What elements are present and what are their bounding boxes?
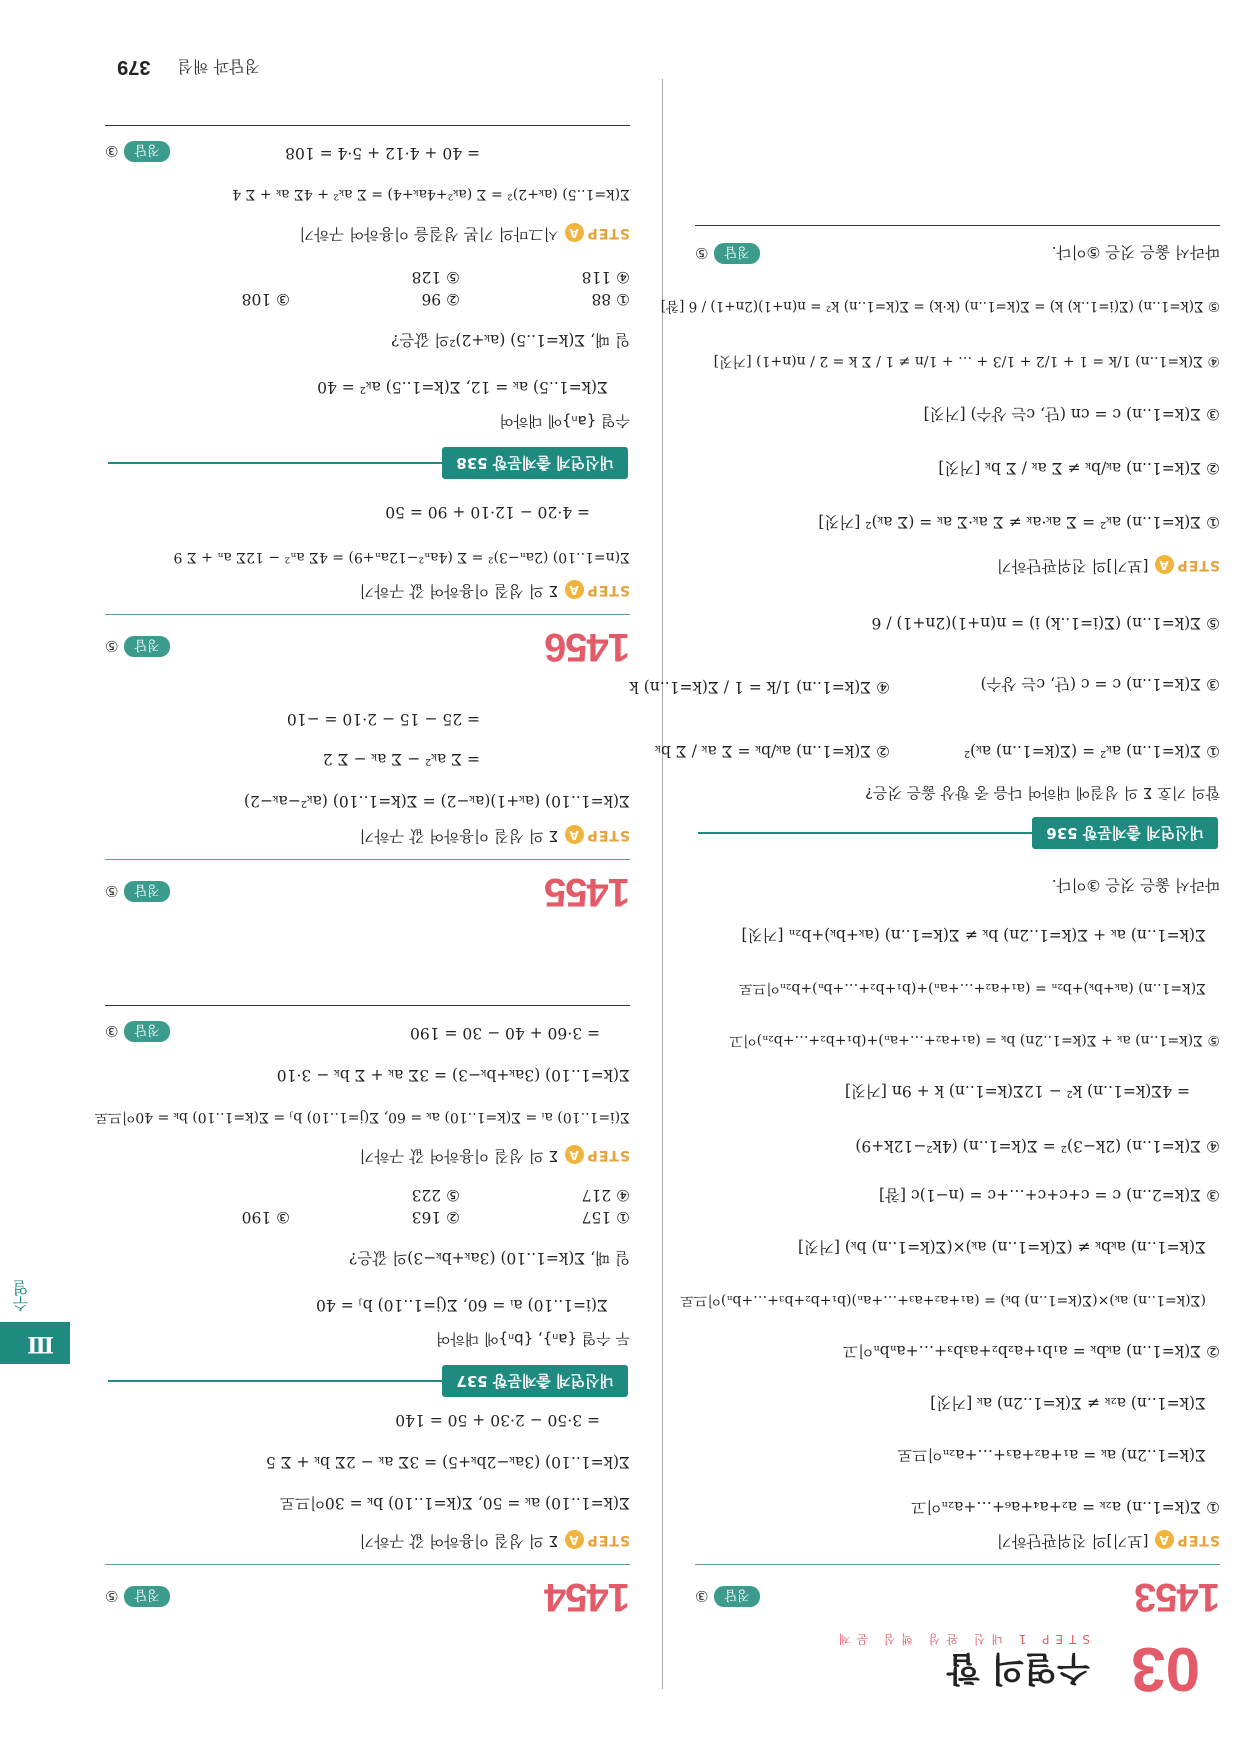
- answer-value: ③: [105, 1022, 119, 1040]
- solution-line: Σ(k=1..n) aₖ + Σ(k=1..2n) bₖ ≠ Σ(k=1..n) (aₖ+bₖ)+b₂ₙ [거짓]: [741, 926, 1206, 944]
- solution-line: = Σ aₖ² − Σ aₖ − Σ 2: [322, 750, 480, 768]
- page-footer: [20, 49, 260, 79]
- solution-line: Σ(k=1..n) (aₖ+bₖ)+b₂ₙ = (a₁+a₂+…+aₙ)+(b₁+b₂+…+bₙ)+b₂ₙ이므로: [739, 980, 1206, 996]
- choice: ④ 217: [581, 1186, 630, 1204]
- choice: ① 88: [591, 290, 630, 308]
- problem-separator: [105, 1005, 630, 1006]
- problem-separator: [695, 225, 1220, 226]
- choice: ③ Σ(k=1..n) c = c (단, c는 상수): [980, 675, 1220, 693]
- problem-separator: [105, 859, 630, 860]
- problem-number: 1456: [545, 625, 630, 669]
- answer-value: ⑤: [105, 637, 119, 655]
- step-text: 시그마의 기본 성질을 이용하여 구하기: [299, 225, 559, 243]
- problem-1455: [105, 704, 630, 914]
- step-text: Σ 의 성질 이용하여 값 구하기: [359, 1147, 559, 1165]
- step-text: Σ 의 성질 이용하여 값 구하기: [359, 582, 559, 600]
- related-problem-banner: 내신연계 출제문항 536: [1032, 817, 1218, 849]
- choice: ② Σ(k=1..n) aₖ/bₖ = Σ aₖ / Σ bₖ: [655, 742, 890, 760]
- chapter-subtitle: STEP 1 내신 완성 핵심 문제: [832, 1632, 1090, 1646]
- choice: ③ 108: [241, 290, 290, 308]
- problem-537: [94, 920, 630, 1350]
- solution-line: ③ Σ(k=1..n) c = cn (단, c는 상수) [거짓]: [923, 405, 1220, 423]
- choice: ① 157: [581, 1208, 630, 1226]
- answer-tag: [105, 636, 170, 657]
- side-tab-roman: Ⅲ: [27, 1331, 54, 1357]
- solution-line: ④ Σ(k=1..n) (2k−3)² = Σ(k=1..n) (4k²−12k+9): [855, 1137, 1220, 1155]
- answer-tag: [105, 881, 170, 902]
- side-tab: [0, 1322, 70, 1364]
- question-text: 두 수열 {aₙ}, {bₙ}에 대하여: [435, 1330, 630, 1348]
- solution-line: Σ(k=1..n) aₖbₖ ≠ (Σ(k=1..n) aₖ)×(Σ(k=1..n) bₖ) [거짓]: [797, 1238, 1206, 1256]
- answer-badge: 정답: [124, 636, 169, 657]
- choice: ⑤ 128: [411, 268, 460, 286]
- step-label: STEP: [586, 582, 630, 598]
- chapter-title: 수열의 합: [946, 1648, 1090, 1688]
- side-tab-label: 수열: [12, 1280, 31, 1312]
- question-text: Σ(i=1..10) aᵢ = 60, Σ(j=1..10) bⱼ = 40: [316, 1296, 608, 1314]
- page-number: 379: [117, 56, 151, 78]
- choice: ① Σ(k=1..n) aₖ² = (Σ(k=1..n) aₖ)²: [963, 742, 1220, 760]
- problem-1454: [105, 1411, 630, 1619]
- answer-badge: 정답: [714, 1586, 759, 1607]
- solution-line: 따라서 옳은 것은 ③이다.: [1051, 876, 1220, 894]
- step-circle: A: [1155, 555, 1174, 574]
- solution-line: ① Σ(k=1..n) aₖ² = Σ aₖ·aₖ ≠ Σ aₖ·Σ aₖ = (Σ aₖ)² [거짓]: [818, 513, 1220, 531]
- answer-badge: 정답: [124, 1586, 169, 1607]
- choice: ② 96: [421, 290, 460, 308]
- step-label: STEP: [1176, 1532, 1220, 1548]
- solution-line: Σ(i=1..10) aᵢ = Σ(k=1..10) aₖ = 60, Σ(j=1..10) bⱼ = Σ(k=1..10) bₖ = 40이므로: [94, 1109, 630, 1125]
- step-label: STEP: [586, 1532, 630, 1548]
- problem-536: [629, 174, 1220, 804]
- step-heading: [359, 1145, 630, 1168]
- choice: ② 163: [411, 1208, 460, 1226]
- solution-line: = 3·60 + 40 − 30 = 190: [410, 1024, 600, 1042]
- step-heading: [359, 1530, 630, 1553]
- answer-value: ⑤: [105, 1587, 119, 1605]
- problem-separator: [105, 614, 630, 615]
- answer-value: ③: [105, 142, 119, 160]
- answer-tag: [695, 1586, 760, 1607]
- step-heading: [359, 580, 630, 603]
- solution-line: ② Σ(k=1..n) aₖbₖ = a₁b₁+a₂b₂+a₃b₃+…+aₙbₙ이고: [843, 1342, 1220, 1360]
- answer-badge: 정답: [124, 1021, 169, 1042]
- solution-line: = 4·20 − 12·10 + 90 = 50: [385, 503, 590, 521]
- problem-538: [105, 102, 630, 432]
- answer-value: ⑤: [695, 244, 709, 262]
- answer-badge: 정답: [714, 243, 759, 264]
- step-circle: A: [565, 825, 584, 844]
- problem-separator: [695, 1564, 1220, 1565]
- answer-value: ③: [695, 1587, 709, 1605]
- solution-line: Σ(k=1..10) aₖ = 50, Σ(k=1..10) bₖ = 30이므로: [280, 1494, 630, 1512]
- solution-line: Σ(k=1..10) (aₖ+1)(aₖ−2) = Σ(k=1..10) (aₖ²−aₖ−2): [243, 792, 630, 810]
- step-label: STEP: [586, 827, 630, 843]
- problem-number: 1453: [1135, 1575, 1220, 1619]
- problem-separator: [105, 125, 630, 126]
- question-text: 수열 {aₙ}에 대하여: [499, 412, 630, 430]
- solution-line: Σ(k=1..5) (aₖ+2)² = Σ (aₖ²+4aₖ+4) = Σ aₖ² + 4Σ aₖ + Σ 4: [232, 186, 630, 202]
- question-text: Σ(k=1..5) aₖ = 12, Σ(k=1..5) aₖ² = 40: [317, 378, 608, 396]
- solution-line: ① Σ(k=1..n) a₂ₖ = a₂+a₄+a₆+…+a₂ₙ이고: [911, 1498, 1220, 1516]
- problem-1456: [105, 503, 630, 669]
- choice: ⑤ Σ(k=1..n) (Σ(i=1..k) i) = n(n+1)(2n+1) / 6: [871, 614, 1220, 632]
- chapter-header: [610, 1624, 1210, 1704]
- choice: ④ Σ(k=1..n) 1/k = 1 / Σ(k=1..n) k: [629, 678, 890, 696]
- answer-tag: [105, 1586, 170, 1607]
- step-label: STEP: [586, 1147, 630, 1163]
- solution-line: = 25 − 15 − 2·10 = −10: [286, 710, 480, 728]
- step-circle: A: [565, 580, 584, 599]
- question-text: 일 때, Σ(k=1..10) (3aₖ+bₖ−3)의 값은?: [349, 1249, 630, 1267]
- step-circle: A: [565, 1145, 584, 1164]
- step-text: Σ 의 성질 이용하여 값 구하기: [359, 827, 559, 845]
- problem-number: 1454: [545, 1575, 630, 1619]
- step-heading: [997, 555, 1220, 578]
- answer-tag: [105, 141, 170, 162]
- question-text: 일 때, Σ(k=1..5) (aₖ+2)²의 값은?: [391, 331, 630, 349]
- choice: ④ 118: [581, 268, 630, 286]
- answer-badge: 정답: [124, 881, 169, 902]
- solution-line: Σ(k=1..n) a₂ₖ ≠ Σ(k=1..2n) aₖ [거짓]: [930, 1394, 1206, 1412]
- step-heading: [359, 825, 630, 848]
- step-text: [보기]의 진위판단하기: [996, 1532, 1149, 1550]
- step-circle: A: [565, 223, 584, 242]
- related-problem-banner: 내신연계 출제문항 538: [442, 447, 628, 479]
- choice: ③ 190: [241, 1208, 290, 1226]
- page-label: 정답과 해설: [177, 57, 260, 76]
- step-label: STEP: [586, 225, 630, 241]
- step-text: Σ 의 성질 이용하여 값 구하기: [359, 1532, 559, 1550]
- solution-line: ③ Σ(k=2..n) c = c+c+c+…+c = (n−1)c [참]: [878, 1186, 1220, 1204]
- step-circle: A: [1155, 1530, 1174, 1549]
- solution-line: = 4Σ(k=1..n) k² − 12Σ(k=1..n) k + 9n [거짓]: [844, 1082, 1190, 1100]
- solution-line: Σ(k=1..10) (3aₖ+bₖ−3) = 3Σ aₖ + Σ bₖ − 3·10: [276, 1066, 630, 1084]
- step-circle: A: [565, 1530, 584, 1549]
- step-text: [보기]의 진위판단하기: [996, 557, 1149, 575]
- solution-line: Σ(k=1..2n) aₖ = a₁+a₂+a₃+…+a₂ₙ이므로: [897, 1446, 1206, 1464]
- problem-separator: [105, 1564, 630, 1565]
- question-text: 합의 기호 Σ 의 성질에 대하여 다음 중 항상 옳은 것은?: [865, 784, 1220, 802]
- step-heading: [299, 223, 630, 246]
- answer-tag: [105, 1021, 170, 1042]
- step-label: STEP: [1176, 557, 1220, 573]
- problem-number: 1455: [545, 870, 630, 914]
- column-divider: [662, 79, 663, 1689]
- solution-line: ④ Σ(k=1..n) 1/k = 1 + 1/2 + 1/3 + … + 1/n ≠ 1 / Σ k = 2 / n(n+1) [거짓]: [713, 353, 1220, 369]
- solution-line: ② Σ(k=1..n) aₖ/bₖ ≠ Σ aₖ / Σ bₖ [거짓]: [938, 459, 1220, 477]
- solution-line: Σ(k=1..10) (3aₖ−2bₖ+5) = 3Σ aₖ − 2Σ bₖ + Σ 5: [265, 1453, 630, 1471]
- related-problem-banner: 내신연계 출제문항 537: [442, 1365, 628, 1397]
- solution-line: = 3·50 − 2·30 + 50 = 140: [395, 1411, 600, 1429]
- solution-line: 따라서 옳은 것은 ⑤이다.: [1051, 243, 1220, 261]
- choice: ⑤ 223: [411, 1186, 460, 1204]
- solution-line: ⑤ Σ(k=1..n) aₖ + Σ(k=1..2n) bₖ = (a₁+a₂+…+aₙ)+(b₁+b₂+…+b₂ₙ)이고: [729, 1032, 1220, 1048]
- step-heading: [997, 1530, 1220, 1553]
- answer-tag: [695, 243, 760, 264]
- solution-line: ⑤ Σ(k=1..n) (Σ(i=1..k) k) = Σ(k=1..n) (k·k) = Σ(k=1..n) k² = n(n+1)(2n+1) / 6 [참]: [660, 298, 1220, 314]
- solution-line: = 40 + 4·12 + 5·4 = 108: [285, 144, 480, 162]
- problem-1453: [680, 859, 1220, 1619]
- solution-line: (Σ(k=1..n) aₖ)×(Σ(k=1..n) bₖ) = (a₁+a₂+a₃+…+aₙ)(b₁+b₂+b₃+…+bₙ)이므로: [680, 1292, 1206, 1308]
- solution-line: Σ(n=1..10) (2aₙ−3)² = Σ (4aₙ²−12aₙ+9) = 4Σ aₙ² − 12Σ aₙ + Σ 9: [173, 549, 630, 565]
- answer-badge: 정답: [124, 141, 169, 162]
- chapter-number: 03: [1131, 1634, 1200, 1703]
- answer-value: ⑤: [105, 882, 119, 900]
